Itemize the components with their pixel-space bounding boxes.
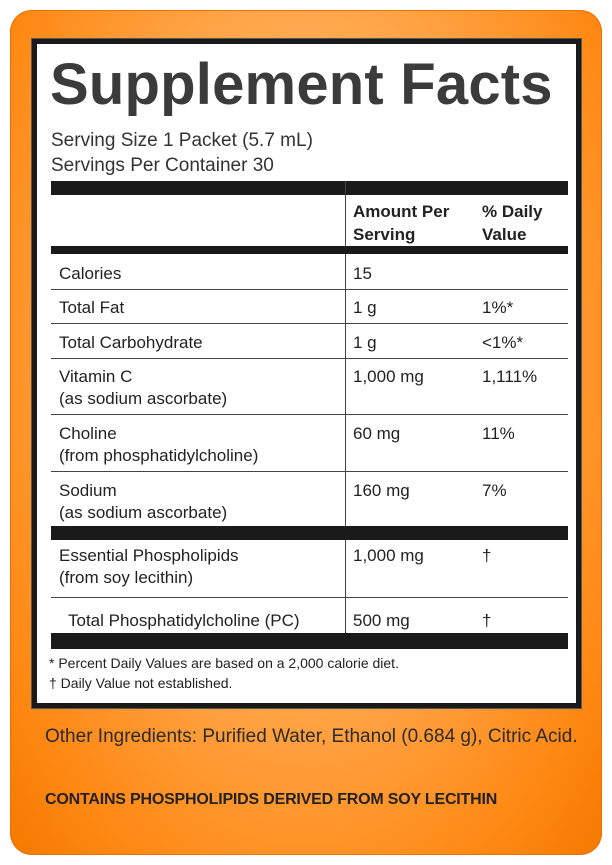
amount-header-line1: Amount Per [353, 202, 450, 221]
header-column-divider [345, 181, 346, 254]
row-rule [51, 597, 568, 598]
allergen-statement: CONTAINS PHOSPHOLIPIDS DERIVED FROM SOY LECITHIN [45, 791, 498, 808]
row-dv-total-phosphatidylcholine: † [482, 611, 492, 630]
row-rule [51, 323, 568, 324]
panel-title: Supplement Facts [50, 52, 553, 117]
sodium-name: Sodium [59, 481, 117, 500]
top-thick-rule [51, 181, 568, 195]
row-amount-vitamin-c: 1,000 mg [353, 367, 424, 386]
row-amount-total-carbohydrate: 1 g [353, 333, 377, 352]
row-dv-total-fat: 1%* [482, 298, 514, 317]
footnote-daily-values: * Percent Daily Values are based on a 2,000 calorie diet. [49, 655, 399, 671]
bottom-thick-rule [51, 633, 568, 649]
essential-phospholipids-name: Essential Phospholipids [59, 546, 239, 565]
dv-header-line2: Value [482, 225, 527, 244]
row-dv-vitamin-c: 1,111% [482, 367, 538, 386]
row-column-divider [345, 254, 346, 649]
row-amount-calories: 15 [353, 264, 372, 283]
row-rule [51, 358, 568, 359]
row-dv-essential-phospholipids: † [482, 546, 492, 565]
essential-phospholipids-source: (from soy lecithin) [59, 568, 194, 587]
row-dv-sodium: 7% [482, 481, 507, 500]
row-amount-essential-phospholipids: 1,000 mg [353, 546, 424, 565]
row-name-vitamin-c [59, 366, 227, 410]
servings-per-container: Servings Per Container 30 [51, 155, 274, 176]
row-rule [51, 289, 568, 290]
header-thick-rule [51, 246, 568, 254]
middle-thick-rule [51, 526, 568, 540]
row-name-essential-phospholipids [59, 545, 239, 589]
row-amount-sodium: 160 mg [353, 481, 410, 500]
supplement-facts-panel [32, 39, 581, 708]
choline-source: (from phosphatidylcholine) [59, 446, 259, 465]
row-amount-choline: 60 mg [353, 424, 401, 443]
other-ingredients: Other Ingredients: Purified Water, Ethanol (0.684 g), Citric Acid. [45, 726, 578, 747]
sodium-source: (as sodium ascorbate) [59, 503, 228, 522]
vitamin-c-source: (as sodium ascorbate) [59, 389, 228, 408]
dv-header-line1: % Daily [482, 202, 543, 221]
daily-value-header [482, 200, 542, 246]
choline-name: Choline [59, 424, 117, 443]
row-name-total-carbohydrate: Total Carbohydrate [59, 333, 203, 352]
row-name-total-phosphatidylcholine: Total Phosphatidylcholine (PC) [68, 611, 300, 630]
row-name-total-fat: Total Fat [59, 298, 125, 317]
row-rule [51, 414, 568, 415]
vitamin-c-name: Vitamin C [59, 367, 133, 386]
amount-header-line2: Serving [353, 225, 416, 244]
row-name-calories: Calories [59, 264, 122, 283]
footnote-not-established: † Daily Value not established. [49, 675, 233, 691]
row-amount-total-phosphatidylcholine: 500 mg [353, 611, 410, 630]
row-name-sodium [59, 480, 227, 524]
row-dv-total-carbohydrate: <1%* [482, 333, 524, 352]
amount-header [353, 200, 449, 246]
row-name-choline [59, 423, 258, 467]
row-rule [51, 471, 568, 472]
row-dv-choline: 11% [482, 424, 515, 443]
serving-size: Serving Size 1 Packet (5.7 mL) [51, 130, 313, 151]
row-amount-total-fat: 1 g [353, 298, 377, 317]
